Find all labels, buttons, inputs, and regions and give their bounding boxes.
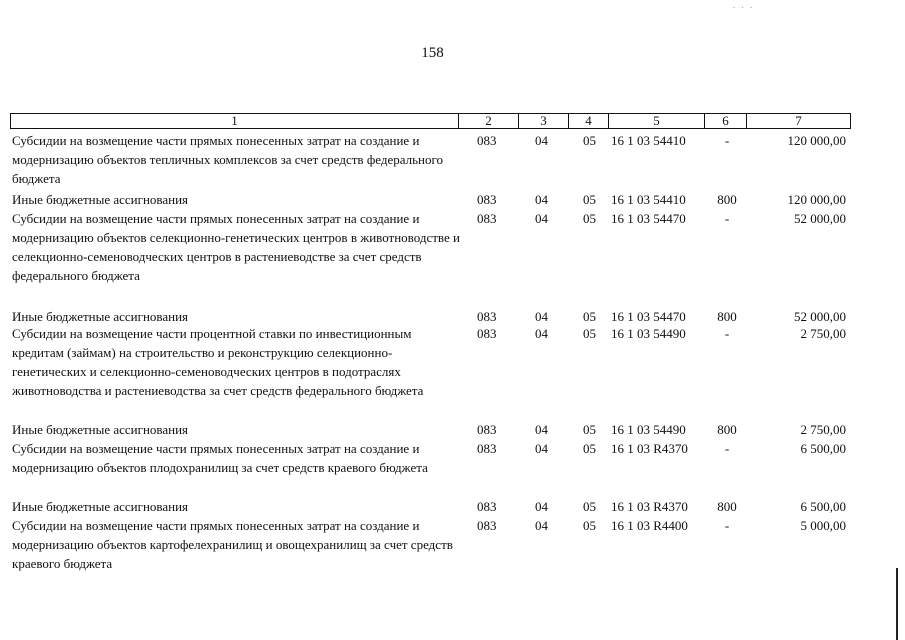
row-code-2: 083 — [477, 499, 497, 514]
row-code-4: 05 — [583, 211, 596, 226]
header-col-3: 3 — [519, 114, 569, 129]
row-code-2: 083 — [477, 326, 497, 341]
scan-edge-line — [896, 568, 898, 640]
row-code-3: 04 — [535, 422, 548, 437]
row-description: Иные бюджетные ассигнования — [12, 309, 189, 324]
header-col-4: 4 — [569, 114, 609, 129]
row-description: Субсидии на возмещение части прямых понесенных затрат на создание и модернизацию объектов тепличных комплексов за счет средств федерального бюджета — [12, 133, 443, 186]
row-code-5: 16 1 03 54490 — [611, 422, 686, 437]
row-code-6: 800 — [717, 499, 737, 514]
row-code-5: 16 1 03 54470 — [611, 211, 686, 226]
row-code-5: 16 1 03 54410 — [611, 192, 686, 207]
page-number: 158 — [421, 45, 444, 61]
row-code-3: 04 — [535, 309, 548, 324]
row-code-5: 16 1 03 R4370 — [611, 441, 688, 456]
row-code-4: 05 — [583, 441, 596, 456]
row-description: Иные бюджетные ассигнования — [12, 422, 189, 437]
row-code-6: - — [724, 133, 730, 148]
header-col-2: 2 — [459, 114, 519, 129]
row-code-5: 16 1 03 54470 — [611, 309, 686, 324]
header-col-5: 5 — [609, 114, 705, 129]
row-code-3: 04 — [535, 499, 548, 514]
row-code-3: 04 — [535, 518, 548, 533]
row-code-6: 800 — [717, 309, 737, 324]
row-description: Субсидии на возмещение части процентной ставки по инвестиционным кредитам (займам) на строительство и реконструкцию селекционно-генетических и селекционно-семеноводческих центров в подотраслях животноводства и растениеводства за счет средств федерального бюджета — [12, 326, 424, 398]
row-code-4: 05 — [583, 499, 596, 514]
row-code-6: - — [724, 211, 730, 226]
row-code-6: 800 — [717, 422, 737, 437]
row-code-4: 05 — [583, 518, 596, 533]
row-code-5: 16 1 03 54410 — [611, 133, 686, 148]
row-code-5: 16 1 03 54490 — [611, 326, 686, 341]
row-code-4: 05 — [583, 192, 596, 207]
header-col-7: 7 — [747, 114, 851, 129]
row-code-2: 083 — [477, 133, 497, 148]
row-amount: 2 750,00 — [800, 422, 846, 437]
row-amount: 52 000,00 — [794, 309, 846, 324]
row-code-6: 800 — [717, 192, 737, 207]
row-code-6: - — [724, 326, 730, 341]
row-code-3: 04 — [535, 192, 548, 207]
row-code-3: 04 — [535, 211, 548, 226]
row-code-2: 083 — [477, 192, 497, 207]
row-amount: 6 500,00 — [800, 499, 846, 514]
row-amount: 6 500,00 — [800, 441, 846, 456]
row-amount: 52 000,00 — [794, 211, 846, 226]
row-code-2: 083 — [477, 518, 497, 533]
row-description: Иные бюджетные ассигнования — [12, 499, 189, 514]
row-code-4: 05 — [583, 133, 596, 148]
row-code-6: - — [724, 518, 730, 533]
row-amount: 120 000,00 — [787, 133, 846, 148]
row-code-2: 083 — [477, 441, 497, 456]
row-code-4: 05 — [583, 422, 596, 437]
top-edge-marks: . . . — [733, 0, 755, 10]
row-description: Субсидии на возмещение части прямых понесенных затрат на создание и модернизацию объектов картофелехранилищ и овощехранилищ за счет средств краевого бюджета — [12, 518, 453, 571]
row-code-3: 04 — [535, 441, 548, 456]
row-code-4: 05 — [583, 309, 596, 324]
row-code-3: 04 — [535, 326, 548, 341]
row-amount: 2 750,00 — [800, 326, 846, 341]
row-code-3: 04 — [535, 133, 548, 148]
header-col-6: 6 — [705, 114, 747, 129]
row-code-4: 05 — [583, 326, 596, 341]
row-code-5: 16 1 03 R4400 — [611, 518, 688, 533]
row-code-6: - — [724, 441, 730, 456]
row-code-2: 083 — [477, 422, 497, 437]
row-description: Иные бюджетные ассигнования — [12, 192, 189, 207]
row-code-5: 16 1 03 R4370 — [611, 499, 688, 514]
row-description: Субсидии на возмещение части прямых понесенных затрат на создание и модернизацию объектов селекционно-генетических центров в животноводстве и селекционно-семеноводческих центров в растениеводстве за счет средств федерального бюджета — [12, 211, 460, 283]
row-code-2: 083 — [477, 211, 497, 226]
row-code-2: 083 — [477, 309, 497, 324]
row-amount: 5 000,00 — [800, 518, 846, 533]
row-description: Субсидии на возмещение части прямых понесенных затрат на создание и модернизацию объектов плодохранилищ за счет средств краевого бюджета — [12, 441, 428, 475]
row-amount: 120 000,00 — [787, 192, 846, 207]
header-col-1: 1 — [11, 114, 459, 129]
table-header — [10, 113, 851, 129]
